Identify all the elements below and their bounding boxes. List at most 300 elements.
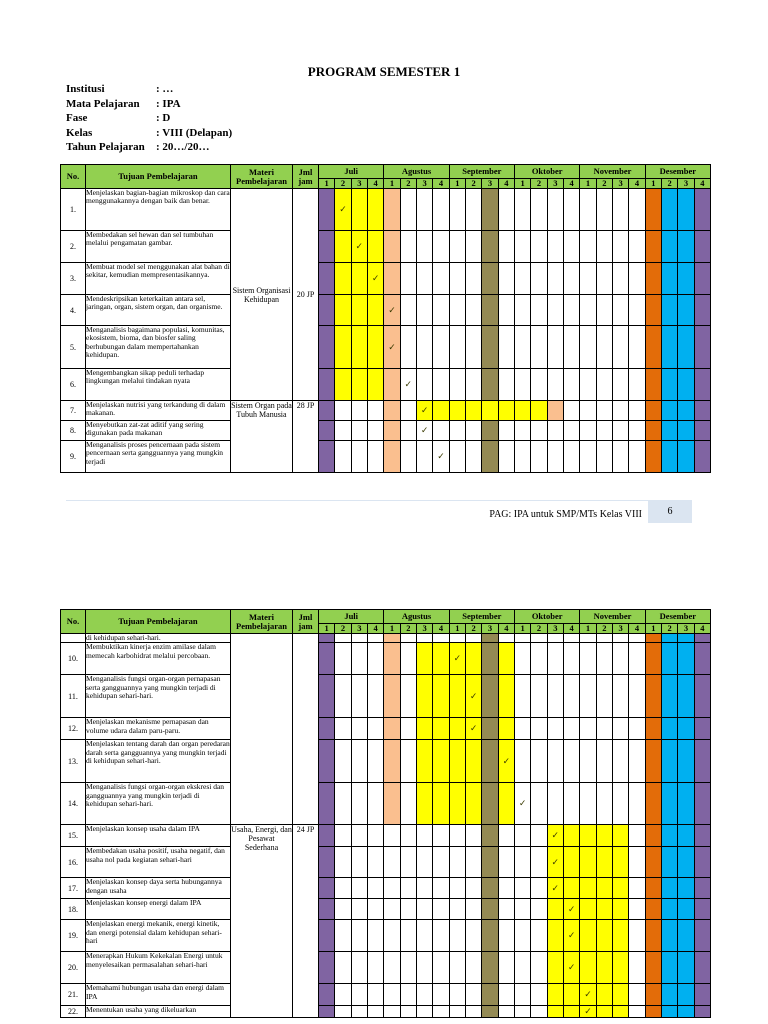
week-cell xyxy=(433,952,449,984)
week-cell xyxy=(531,1006,547,1018)
week-cell xyxy=(335,920,351,952)
week-cell xyxy=(384,783,400,825)
tujuan-text: di kehidupan sehari-hari. xyxy=(86,634,231,643)
week-cell xyxy=(645,369,661,401)
week-cell xyxy=(400,783,416,825)
week-cell xyxy=(416,675,432,718)
week-cell xyxy=(335,740,351,783)
week-cell xyxy=(547,634,563,643)
week-cell xyxy=(319,643,335,675)
week-cell xyxy=(515,441,531,473)
header-month: Juli xyxy=(319,610,384,624)
week-cell xyxy=(433,847,449,878)
week-cell xyxy=(449,441,465,473)
check-mark-icon: ✓ xyxy=(388,304,396,315)
week-cell xyxy=(563,899,579,920)
footer-text: PAG: IPA untuk SMP/MTs Kelas VIII xyxy=(489,509,642,520)
week-cell xyxy=(319,899,335,920)
week-cell xyxy=(580,847,596,878)
week-cell xyxy=(319,825,335,847)
week-cell xyxy=(367,401,383,421)
header-week: 4 xyxy=(563,624,579,634)
week-cell xyxy=(694,326,710,369)
table-row xyxy=(61,675,711,718)
week-cell xyxy=(596,783,612,825)
week-cell xyxy=(661,783,677,825)
week-cell xyxy=(367,1006,383,1018)
week-cell xyxy=(400,825,416,847)
week-cell xyxy=(416,421,432,441)
week-cell xyxy=(694,189,710,231)
week-cell xyxy=(547,401,563,421)
check-mark-icon: ✓ xyxy=(584,1006,592,1017)
header-month: Desember xyxy=(645,610,710,624)
check-mark-icon: ✓ xyxy=(388,341,396,352)
week-cell xyxy=(515,326,531,369)
check-mark-icon: ✓ xyxy=(469,690,478,701)
header-materi: Materi Pembelajaran xyxy=(231,610,293,634)
week-cell xyxy=(629,1006,645,1018)
week-cell xyxy=(335,643,351,675)
header-jml-jam: Jml jam xyxy=(293,165,319,189)
week-cell xyxy=(563,295,579,326)
table-row xyxy=(61,718,711,740)
materi-cell xyxy=(231,634,293,825)
row-number: 2. xyxy=(61,231,86,263)
week-cell xyxy=(449,189,465,231)
week-cell xyxy=(531,675,547,718)
week-cell xyxy=(335,825,351,847)
week-cell xyxy=(482,369,498,401)
table-row xyxy=(61,634,711,643)
week-cell xyxy=(416,952,432,984)
week-cell xyxy=(433,1006,449,1018)
week-cell xyxy=(482,401,498,421)
header-week: 3 xyxy=(482,179,498,189)
week-cell xyxy=(547,295,563,326)
week-cell xyxy=(367,984,383,1006)
week-cell xyxy=(400,369,416,401)
week-cell xyxy=(580,1006,596,1018)
week-cell xyxy=(596,401,612,421)
week-cell xyxy=(645,675,661,718)
header-month: Oktober xyxy=(515,610,580,624)
jml-jam-cell: 24 JP xyxy=(293,825,319,1018)
week-cell xyxy=(661,675,677,718)
week-cell xyxy=(531,899,547,920)
week-cell xyxy=(498,718,514,740)
week-cell xyxy=(335,783,351,825)
week-cell xyxy=(498,643,514,675)
week-cell xyxy=(466,421,482,441)
week-cell xyxy=(596,231,612,263)
tujuan-text: Menganalisis fungsi organ-organ ekskresi dan gangguannya yang mungkin terjadi di kehidupan sehari-hari. xyxy=(86,783,231,825)
week-cell xyxy=(319,984,335,1006)
week-cell xyxy=(661,326,677,369)
week-cell xyxy=(449,952,465,984)
week-cell xyxy=(384,634,400,643)
header-week: 4 xyxy=(629,179,645,189)
info-row xyxy=(66,140,232,155)
week-cell xyxy=(416,189,432,231)
week-cell xyxy=(482,718,498,740)
week-cell xyxy=(547,740,563,783)
week-cell xyxy=(645,740,661,783)
week-cell xyxy=(694,295,710,326)
week-cell xyxy=(466,401,482,421)
header-week: 4 xyxy=(694,179,710,189)
week-cell xyxy=(319,847,335,878)
week-cell xyxy=(694,899,710,920)
header-week: 2 xyxy=(531,179,547,189)
header-week: 1 xyxy=(580,624,596,634)
week-cell xyxy=(563,675,579,718)
week-cell xyxy=(400,984,416,1006)
week-cell xyxy=(367,952,383,984)
week-cell xyxy=(612,984,628,1006)
header-week: 1 xyxy=(515,624,531,634)
week-cell xyxy=(515,740,531,783)
week-cell xyxy=(367,783,383,825)
week-cell xyxy=(515,984,531,1006)
week-cell xyxy=(335,401,351,421)
week-cell xyxy=(612,295,628,326)
week-cell xyxy=(351,369,367,401)
header-week: 1 xyxy=(449,624,465,634)
week-cell xyxy=(612,847,628,878)
week-cell xyxy=(531,847,547,878)
week-cell xyxy=(531,783,547,825)
week-cell xyxy=(678,952,694,984)
week-cell xyxy=(563,326,579,369)
tujuan-text: Menganalisis fungsi organ-organ pernapasan serta gangguannya yang mungkin terjadi di kehidupan sehari-hari. xyxy=(86,675,231,718)
week-cell xyxy=(466,326,482,369)
week-cell xyxy=(661,984,677,1006)
table-row xyxy=(61,952,711,984)
header-week: 1 xyxy=(645,624,661,634)
week-cell xyxy=(466,878,482,899)
week-cell xyxy=(466,263,482,295)
week-cell xyxy=(629,326,645,369)
week-cell xyxy=(384,718,400,740)
week-cell xyxy=(351,847,367,878)
week-cell xyxy=(547,421,563,441)
week-cell xyxy=(612,421,628,441)
week-cell xyxy=(319,1006,335,1018)
tujuan-text: Menjelaskan konsep energi dalam IPA xyxy=(86,899,231,920)
week-cell xyxy=(694,920,710,952)
header-week: 1 xyxy=(449,179,465,189)
table-row xyxy=(61,231,711,263)
week-cell xyxy=(612,326,628,369)
week-cell xyxy=(351,878,367,899)
week-cell xyxy=(596,295,612,326)
week-cell xyxy=(400,441,416,473)
week-cell xyxy=(678,718,694,740)
week-cell xyxy=(596,441,612,473)
week-cell xyxy=(416,899,432,920)
week-cell xyxy=(384,675,400,718)
table-row xyxy=(61,878,711,899)
week-cell xyxy=(335,847,351,878)
week-cell xyxy=(661,825,677,847)
week-cell xyxy=(531,231,547,263)
week-cell xyxy=(580,675,596,718)
week-cell xyxy=(433,326,449,369)
row-number: 10. xyxy=(61,643,86,675)
week-cell xyxy=(319,878,335,899)
week-cell xyxy=(449,295,465,326)
week-cell xyxy=(694,369,710,401)
week-cell xyxy=(335,231,351,263)
week-cell xyxy=(678,441,694,473)
week-cell xyxy=(547,369,563,401)
week-cell xyxy=(319,718,335,740)
week-cell xyxy=(580,825,596,847)
week-cell xyxy=(596,189,612,231)
week-cell xyxy=(384,740,400,783)
week-cell xyxy=(612,740,628,783)
week-cell xyxy=(563,825,579,847)
week-cell xyxy=(678,847,694,878)
header-week: 1 xyxy=(645,179,661,189)
tujuan-text: Mendeskripsikan keterkaitan antara sel, jaringan, organ, sistem organ, dan organisme. xyxy=(86,295,231,326)
week-cell xyxy=(433,740,449,783)
table-row xyxy=(61,783,711,825)
week-cell xyxy=(547,718,563,740)
week-cell xyxy=(319,369,335,401)
table-row xyxy=(61,740,711,783)
week-cell xyxy=(416,369,432,401)
tujuan-text: Menerapkan Hukum Kekekalan Energi untuk menyelesaikan permasalahan sehari-hari xyxy=(86,952,231,984)
week-cell xyxy=(319,401,335,421)
week-cell xyxy=(515,718,531,740)
header-week: 2 xyxy=(661,179,677,189)
week-cell xyxy=(596,369,612,401)
week-cell xyxy=(694,952,710,984)
week-cell xyxy=(351,740,367,783)
week-cell xyxy=(563,643,579,675)
week-cell xyxy=(466,369,482,401)
tujuan-text: Menjelaskan energi mekanik, energi kinetik, dan energi potensial dalam kehidupan sehari-hari xyxy=(86,920,231,952)
header-jml-jam: Jml jam xyxy=(293,610,319,634)
week-cell xyxy=(482,441,498,473)
week-cell xyxy=(645,984,661,1006)
week-cell xyxy=(596,1006,612,1018)
week-cell xyxy=(661,634,677,643)
week-cell xyxy=(645,952,661,984)
header-week: 3 xyxy=(482,624,498,634)
jml-jam-cell xyxy=(293,634,319,825)
week-cell xyxy=(596,421,612,441)
header-week: 3 xyxy=(612,624,628,634)
week-cell xyxy=(335,421,351,441)
week-cell xyxy=(482,740,498,783)
tujuan-text: Menganalisis proses pencernaan pada sistem pencernaan serta gangguannya yang mungkin terjadi xyxy=(86,441,231,473)
info-label: Fase xyxy=(66,112,88,124)
week-cell xyxy=(384,401,400,421)
week-cell xyxy=(580,634,596,643)
week-cell xyxy=(694,847,710,878)
week-cell xyxy=(547,847,563,878)
week-cell xyxy=(351,263,367,295)
week-cell xyxy=(416,295,432,326)
header-week: 3 xyxy=(547,624,563,634)
header-week: 2 xyxy=(335,179,351,189)
week-cell xyxy=(498,1006,514,1018)
week-cell xyxy=(400,643,416,675)
week-cell xyxy=(612,1006,628,1018)
week-cell xyxy=(482,643,498,675)
week-cell xyxy=(482,952,498,984)
week-cell xyxy=(547,441,563,473)
week-cell xyxy=(515,952,531,984)
week-cell xyxy=(596,952,612,984)
week-cell xyxy=(661,740,677,783)
week-cell xyxy=(367,421,383,441)
week-cell xyxy=(351,643,367,675)
week-cell xyxy=(335,263,351,295)
week-cell xyxy=(563,878,579,899)
week-cell xyxy=(580,326,596,369)
week-cell xyxy=(547,189,563,231)
week-cell xyxy=(678,984,694,1006)
week-cell xyxy=(384,441,400,473)
week-cell xyxy=(580,421,596,441)
week-cell xyxy=(531,421,547,441)
week-cell xyxy=(694,825,710,847)
header-week: 4 xyxy=(498,624,514,634)
week-cell xyxy=(661,1006,677,1018)
header-tujuan: Tujuan Pembelajaran xyxy=(86,165,231,189)
week-cell xyxy=(547,643,563,675)
week-cell xyxy=(498,675,514,718)
week-cell xyxy=(351,295,367,326)
info-label: Tahun Pelajaran xyxy=(66,141,145,153)
week-cell xyxy=(645,421,661,441)
week-cell xyxy=(694,421,710,441)
header-month: Oktober xyxy=(515,165,580,179)
week-cell xyxy=(367,899,383,920)
header-week: 4 xyxy=(433,179,449,189)
table-row xyxy=(61,847,711,878)
week-cell xyxy=(612,825,628,847)
week-cell xyxy=(433,718,449,740)
week-cell xyxy=(433,189,449,231)
week-cell xyxy=(694,1006,710,1018)
week-cell xyxy=(645,825,661,847)
week-cell xyxy=(351,326,367,369)
week-cell xyxy=(384,189,400,231)
week-cell xyxy=(629,189,645,231)
info-value: : D xyxy=(156,112,171,124)
week-cell xyxy=(645,643,661,675)
week-cell xyxy=(661,189,677,231)
header-month: November xyxy=(580,610,645,624)
week-cell xyxy=(319,295,335,326)
week-cell xyxy=(580,295,596,326)
row-number: 18. xyxy=(61,899,86,920)
week-cell xyxy=(482,263,498,295)
row-number: 1. xyxy=(61,189,86,231)
week-cell xyxy=(351,718,367,740)
page-number: 6 xyxy=(648,501,692,523)
table-row xyxy=(61,421,711,441)
week-cell xyxy=(515,231,531,263)
week-cell xyxy=(629,675,645,718)
week-cell xyxy=(629,920,645,952)
week-cell xyxy=(678,740,694,783)
week-cell xyxy=(400,295,416,326)
week-cell xyxy=(580,740,596,783)
week-cell xyxy=(449,643,465,675)
header-month: Juli xyxy=(319,165,384,179)
week-cell xyxy=(466,984,482,1006)
week-cell xyxy=(678,369,694,401)
tujuan-text: Menjelaskan bagian-bagian mikroskop dan cara menggunakannya dengan baik dan benar. xyxy=(86,189,231,231)
week-cell xyxy=(416,847,432,878)
week-cell xyxy=(482,984,498,1006)
week-cell xyxy=(515,643,531,675)
header-no: No. xyxy=(61,610,86,634)
info-value: : IPA xyxy=(156,97,181,110)
week-cell xyxy=(498,920,514,952)
week-cell xyxy=(596,326,612,369)
week-cell xyxy=(563,847,579,878)
tujuan-text: Menjelaskan konsep daya serta hubungannya dengan usaha xyxy=(86,878,231,899)
week-cell xyxy=(531,718,547,740)
week-cell xyxy=(531,643,547,675)
week-cell xyxy=(351,783,367,825)
week-cell xyxy=(563,740,579,783)
week-cell xyxy=(678,899,694,920)
week-cell xyxy=(400,421,416,441)
week-cell xyxy=(351,825,367,847)
week-cell xyxy=(629,401,645,421)
week-cell xyxy=(449,263,465,295)
week-cell xyxy=(645,718,661,740)
check-mark-icon: ✓ xyxy=(567,903,576,914)
header-week: 1 xyxy=(319,179,335,189)
week-cell xyxy=(515,847,531,878)
week-cell xyxy=(515,421,531,441)
week-cell xyxy=(563,369,579,401)
week-cell xyxy=(645,920,661,952)
week-cell xyxy=(416,326,432,369)
week-cell xyxy=(335,189,351,231)
header-week: 2 xyxy=(335,624,351,634)
week-cell xyxy=(498,231,514,263)
week-cell xyxy=(580,401,596,421)
header-tujuan: Tujuan Pembelajaran xyxy=(86,610,231,634)
week-cell xyxy=(661,401,677,421)
row-number: 6. xyxy=(61,369,86,401)
week-cell xyxy=(400,634,416,643)
header-week: 3 xyxy=(351,624,367,634)
week-cell xyxy=(547,1006,563,1018)
week-cell xyxy=(482,847,498,878)
week-cell xyxy=(678,783,694,825)
header-week: 3 xyxy=(612,179,628,189)
week-cell xyxy=(563,920,579,952)
header-month: Desember xyxy=(645,165,710,179)
check-mark-icon: ✓ xyxy=(371,273,380,283)
week-cell xyxy=(694,643,710,675)
week-cell xyxy=(694,441,710,473)
table-row xyxy=(61,899,711,920)
header-week: 3 xyxy=(416,624,432,634)
week-cell xyxy=(367,643,383,675)
